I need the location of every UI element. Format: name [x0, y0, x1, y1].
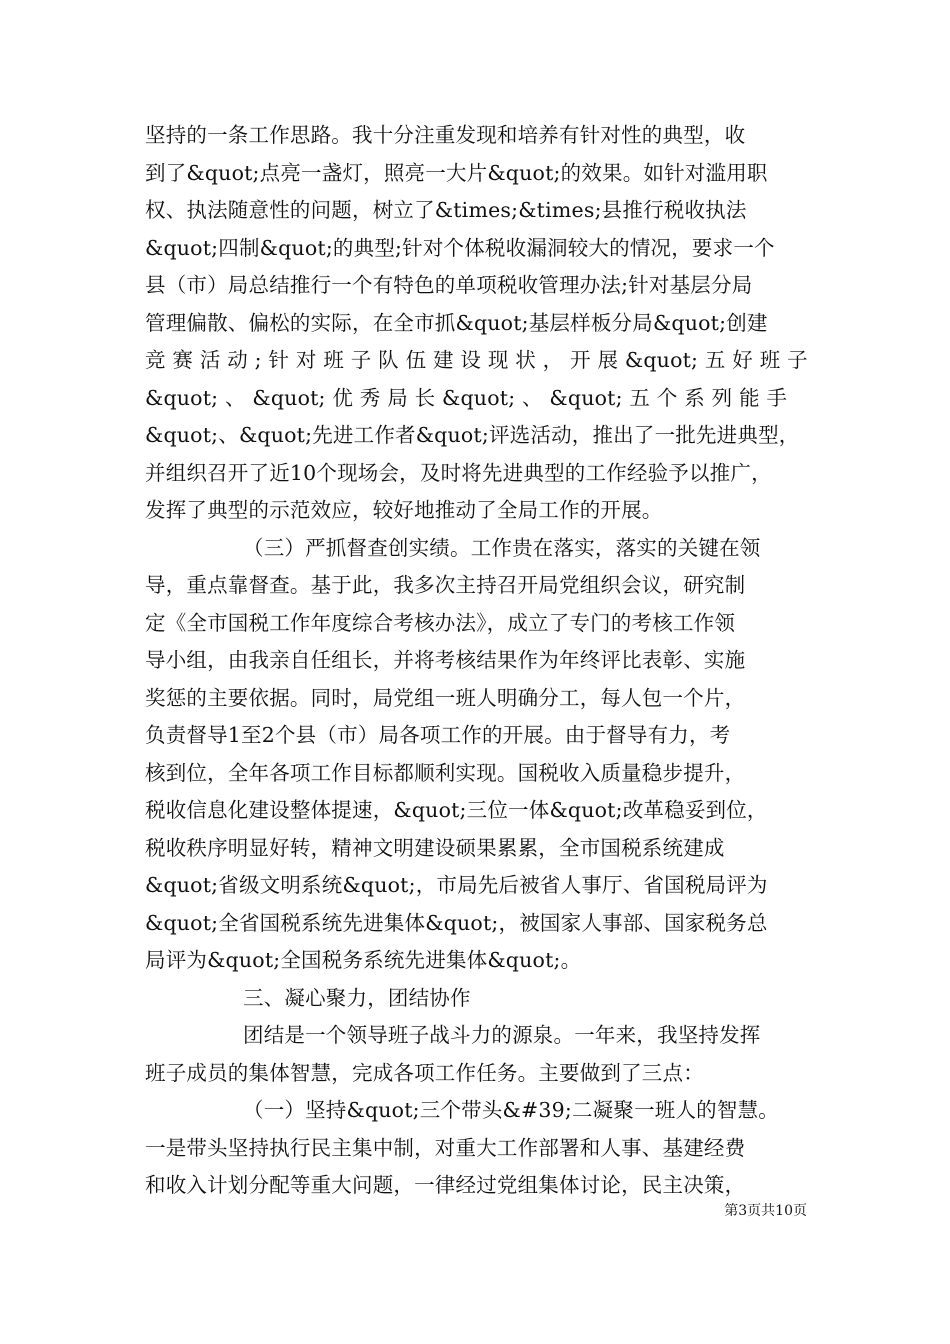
text-line: &quot;全省国税系统先进集体&quot;，被国家人事部、国家税务总: [145, 910, 768, 935]
text-line: 税收秩序明显好转，精神文明建设硕果累累，全市国税系统建成: [145, 835, 725, 860]
text-line: 竞 赛 活 动 ; 针 对 班 子 队 伍 建 设 现 状 ， 开 展 &quot; 五 好 班 子: [145, 348, 808, 372]
text-line: 奖惩的主要依据。同时，局党组一班人明确分工，每人包一个片，: [145, 685, 746, 710]
text-line: 一是带头坚持执行民主集中制，对重大工作部署和人事、基建经费: [145, 1135, 746, 1160]
text-line: 县（市）局总结推行一个有特色的单项税收管理办法;针对基层分局: [145, 273, 753, 297]
text-line: 税收信息化建设整体提速，&quot;三位一体&quot;改革稳妥到位，: [145, 798, 768, 822]
text-line: 并组织召开了近10个现场会，及时将先进典型的工作经验予以推广，: [145, 460, 772, 485]
subsection-heading-line: （一）坚持&quot;三个带头&#39;二凝聚一班人的智慧。: [243, 1098, 779, 1122]
text-line: 坚持的一条工作思路。我十分注重发现和培养有针对性的典型，收: [145, 123, 746, 147]
text-line: &quot;、&quot;先进工作者&quot;评选活动，推出了一批先进典型，: [145, 423, 800, 447]
text-line: 管理偏散、偏松的实际，在全市抓&quot;基层样板分局&quot;创建: [145, 310, 768, 335]
page-number-footer: 第3页共10页: [724, 1203, 807, 1219]
text-line: &quot;省级文明系统&quot;，市局先后被省人事厅、省国税局评为: [145, 873, 768, 897]
text-line: 核到位，全年各项工作目标都顺利实现。国税收入质量稳步提升，: [145, 760, 746, 785]
text-line: 班子成员的集体智慧，完成各项工作任务。主要做到了三点：: [145, 1060, 704, 1085]
text-line: 局评为&quot;全国税务系统先进集体&quot;。: [145, 948, 582, 972]
text-line: 到了&quot;点亮一盏灯，照亮一大片&quot;的效果。如针对滥用职: [145, 160, 768, 185]
section-heading: 三、凝心聚力，团结协作: [243, 985, 471, 1010]
text-line: 负责督导1至2个县（市）局各项工作的开展。由于督导有力，考: [145, 723, 731, 747]
text-line: 导，重点靠督查。基于此，我多次主持召开局党组织会议，研究制: [145, 573, 746, 597]
text-line: 权、执法随意性的问题，树立了&times;&times;县推行税收执法: [145, 198, 747, 222]
text-line: 和收入计划分配等重大问题，一律经过党组集体讨论，民主决策，: [145, 1173, 746, 1197]
text-line: 团结是一个领导班子战斗力的源泉。一年来，我坚持发挥: [243, 1023, 761, 1047]
text-line: &quot; 、 &quot; 优 秀 局 长 &quot; 、 &quot; 五 个 系 列 能 手: [145, 385, 788, 410]
text-line: 定《全市国税工作年度综合考核办法》，成立了专门的考核工作领: [145, 610, 736, 635]
text-line: 导小组，由我亲自任组长，并将考核结果作为年终评比表彰、实施: [145, 648, 746, 672]
text-line: &quot;四制&quot;的典型;针对个体税收漏洞较大的情况，要求一个: [145, 235, 775, 260]
text-line: 发挥了典型的示范效应，较好地推动了全局工作的开展。: [145, 498, 663, 522]
section-heading-line: （三）严抓督查创实绩。工作贵在落实，落实的关键在领: [243, 535, 761, 560]
